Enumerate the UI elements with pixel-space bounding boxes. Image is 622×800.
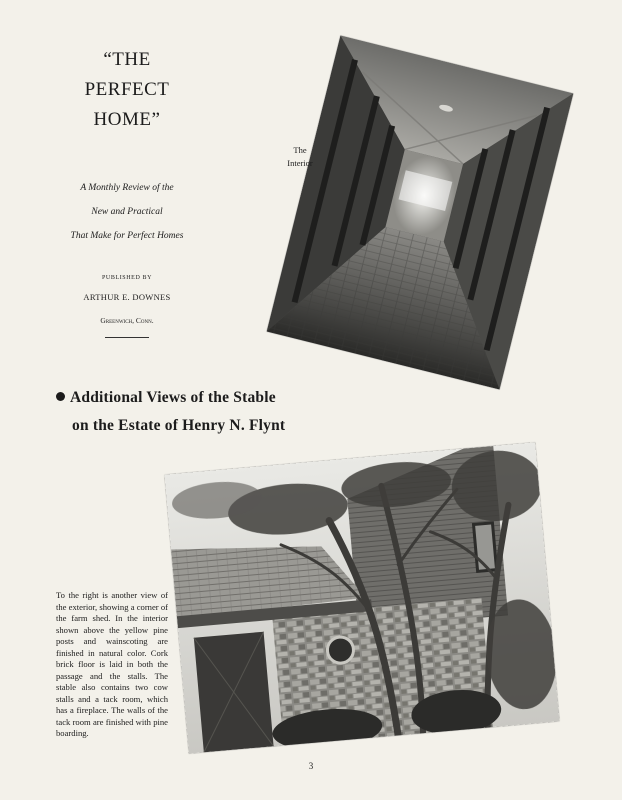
stable-interior-photo bbox=[267, 35, 574, 389]
headline-line-1 bbox=[56, 384, 376, 412]
caption-line-2: Interior bbox=[287, 158, 313, 168]
page-number: 3 bbox=[308, 761, 314, 771]
masthead-rule bbox=[105, 337, 149, 338]
title-line-3: HOME” bbox=[93, 109, 161, 130]
caption-line-1: The bbox=[293, 145, 307, 155]
title-line-1: “THE bbox=[103, 49, 151, 70]
article-body-text: To the right is another view of the exterior, showing a corner of the farm shed. In the interior shown above the yellow pine posts and wainscoting are finished in natural color. Cork brick floor is laid in both the passage and the stalls. The stable also contains two cow stalls and a tack room, which has a fireplace. The walls of the tack room are finished with pine boarding. bbox=[56, 590, 168, 738]
subtitle-line-2: New and Practical bbox=[91, 207, 163, 217]
masthead-title bbox=[52, 45, 202, 135]
subtitle-line-3: That Make for Perfect Homes bbox=[70, 231, 184, 241]
headline-line-2: on the Estate of Henry N. Flynt bbox=[72, 417, 286, 434]
published-by-label: PUBLISHED BY bbox=[101, 275, 153, 281]
bullet-icon bbox=[56, 392, 65, 401]
masthead-subtitle bbox=[52, 176, 202, 248]
publisher-location: Greenwich, Conn. bbox=[100, 316, 154, 325]
headline-text-1: Additional Views of the Stable bbox=[70, 389, 276, 406]
title-line-2: PERFECT bbox=[84, 79, 170, 100]
publisher-name: ARTHUR E. DOWNES bbox=[83, 292, 171, 302]
article-headline bbox=[56, 384, 376, 440]
stable-exterior-photo bbox=[165, 442, 560, 753]
interior-photo-caption bbox=[272, 144, 328, 170]
subtitle-line-1: A Monthly Review of the bbox=[80, 183, 174, 193]
